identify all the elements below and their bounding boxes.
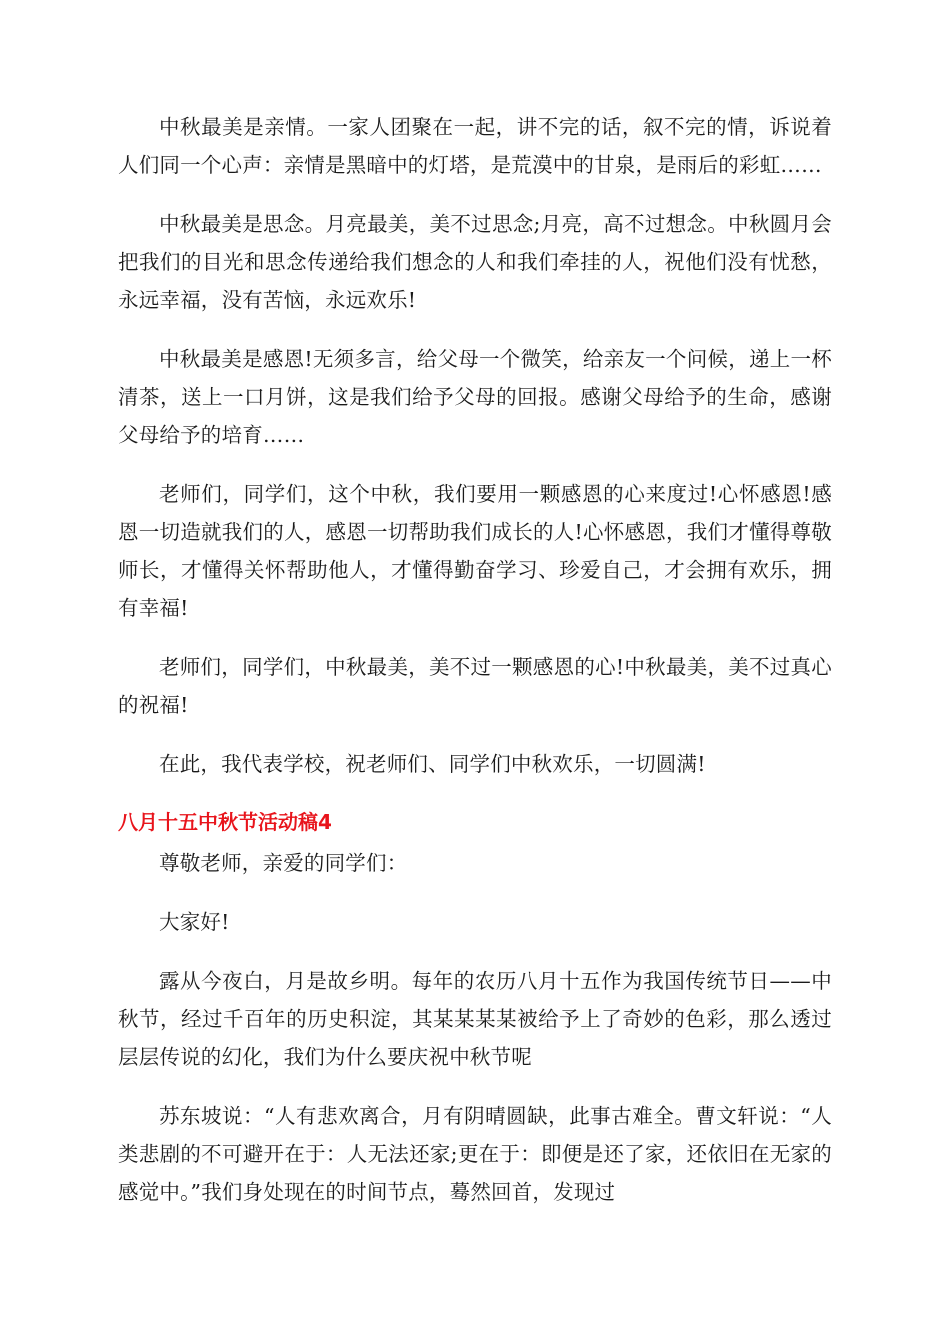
paragraph-closing-wish: 在此，我代表学校，祝老师们、同学们中秋欢乐，一切圆满!	[159, 752, 706, 776]
paragraph-salutation: 尊敬老师，亲爱的同学们：	[159, 851, 408, 875]
paragraph-family-love: 中秋最美是亲情。一家人团聚在一起，讲不完的话，叙不完的情，诉说着人们同一个心声：亲情是黑暗中的灯塔，是荒漠中的甘泉，是雨后的彩虹……	[118, 115, 832, 177]
paragraph-missing: 中秋最美是思念。月亮最美，美不过思念;月亮，高不过想念。中秋圆月会把我们的目光和思念传递给我们想念的人和我们牵挂的人，祝他们没有忧愁，永远幸福，没有苦恼，永远欢乐!	[118, 212, 832, 312]
paragraph-intro: 露从今夜白，月是故乡明。每年的农历八月十五作为我国传统节日——中秋节，经过千百年的历史积淀，其某某某某被给予上了奇妙的色彩，那么透过层层传说的幻化，我们为什么要庆祝中秋节呢	[118, 969, 832, 1069]
paragraph-greeting: 大家好!	[159, 910, 230, 934]
paragraph-blessing: 老师们，同学们，中秋最美，美不过一颗感恩的心!中秋最美，美不过真心的祝福!	[118, 655, 832, 717]
paragraph-grateful-heart: 老师们，同学们，这个中秋，我们要用一颗感恩的心来度过!心怀感恩!感恩一切造就我们的人，感恩一切帮助我们成长的人!心怀感恩，我们才懂得尊敬师长，才懂得关怀帮助他人，才懂得勤奋学习、珍爱自己，才会拥有欢乐，拥有幸福!	[118, 482, 832, 620]
paragraph-quotes: 苏东坡说：“人有悲欢离合，月有阴晴圆缺，此事古难全。曹文轩说：“人类悲剧的不可避开在于：人无法还家;更在于：即便是还了家，还依旧在无家的感觉中。”我们身处现在的时间节点，蓦然回首，发现过	[118, 1104, 832, 1204]
paragraph-gratitude: 中秋最美是感恩!无须多言，给父母一个微笑，给亲友一个问候，递上一杯清茶，送上一口月饼，这是我们给予父母的回报。感谢父母给予的生命，感谢父母给予的培育……	[118, 347, 832, 447]
section-heading: 八月十五中秋节活动稿4	[118, 810, 332, 834]
